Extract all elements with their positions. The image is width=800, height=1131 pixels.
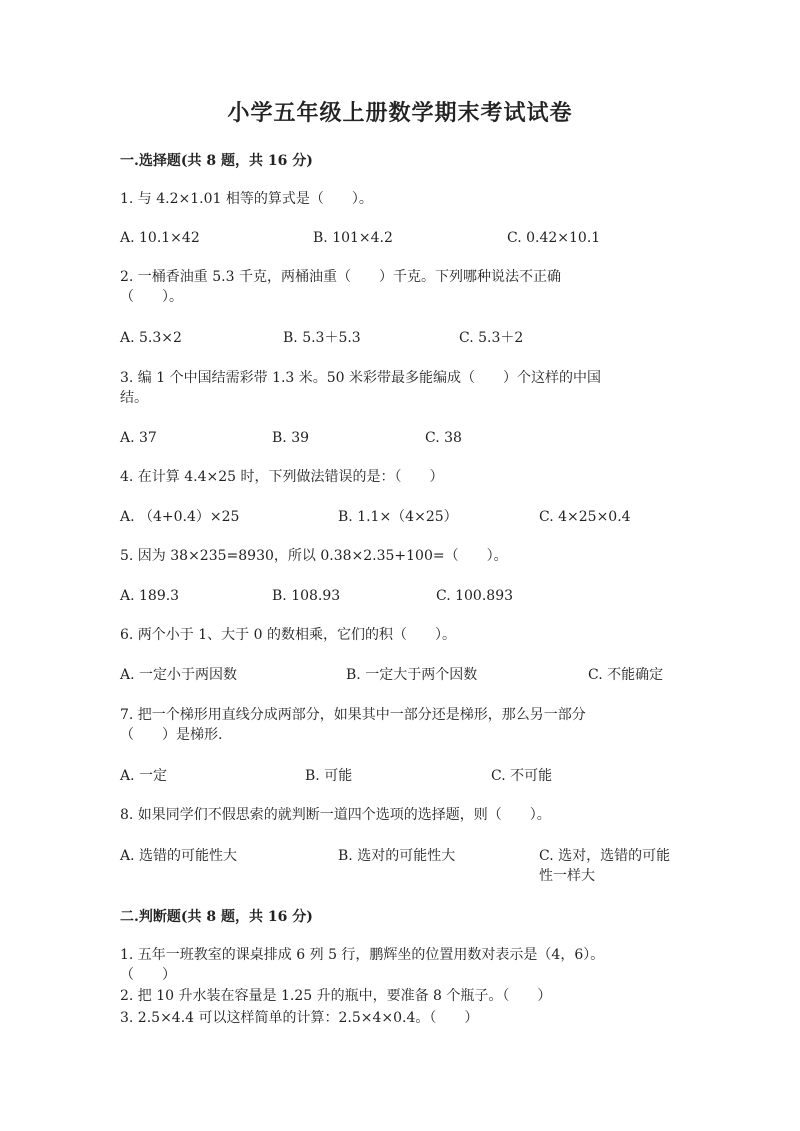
question-3-option-c[interactable]: C. 38 <box>425 430 462 446</box>
question-1-option-c[interactable]: C. 0.42×10.1 <box>507 230 601 246</box>
question-1-option-b[interactable]: B. 101×4.2 <box>313 230 393 246</box>
section-heading-judgment: 二.判断题(共 8 题，共 16 分) <box>120 909 313 925</box>
question-1-option-a[interactable]: A. 10.1×42 <box>120 230 200 246</box>
judgment-3: 3. 2.5×4.4 可以这样简单的计算：2.5×4×0.4。（ ） <box>120 1010 479 1026</box>
question-8-option-b[interactable]: B. 选对的可能性大 <box>338 848 456 864</box>
question-3-option-a[interactable]: A. 37 <box>120 430 157 446</box>
question-7-option-b[interactable]: B. 可能 <box>305 768 353 784</box>
question-4-option-b[interactable]: B. 1.1×（4×25） <box>338 509 458 525</box>
question-2-stem-line2: （ ）。 <box>120 289 183 305</box>
question-7-option-a[interactable]: A. 一定 <box>120 768 168 784</box>
exam-title: 小学五年级上册数学期末考试试卷 <box>227 100 573 126</box>
question-8-option-c[interactable]: C. 选对，选错的可能性一样大 <box>539 848 671 884</box>
question-6-option-a[interactable]: A. 一定小于两因数 <box>120 667 238 683</box>
question-7-option-c[interactable]: C. 不可能 <box>491 768 553 784</box>
question-8-option-a[interactable]: A. 选错的可能性大 <box>120 848 238 864</box>
question-2-option-b[interactable]: B. 5.3＋5.3 <box>283 330 361 346</box>
question-5-stem: 5. 因为 38×235=8930，所以 0.38×2.35+100=（ ）。 <box>120 548 508 564</box>
question-3-stem-line2: 结。 <box>120 390 148 406</box>
question-3-option-b[interactable]: B. 39 <box>272 430 310 446</box>
question-6-option-b[interactable]: B. 一定大于两个因数 <box>346 667 478 683</box>
question-2-option-a[interactable]: A. 5.3×2 <box>120 330 182 346</box>
question-5-option-b[interactable]: B. 108.93 <box>272 588 341 604</box>
judgment-1-line1: 1. 五年一班教室的课桌排成 6 列 5 行，鹏辉坐的位置用数对表示是（4，6）。 <box>120 947 605 963</box>
judgment-1-line2: （ ） <box>120 967 176 983</box>
question-1-stem: 1. 与 4.2×1.01 相等的算式是（ ）。 <box>120 191 373 207</box>
question-2-stem-line1: 2. 一桶香油重 5.3 千克，两桶油重（ ）千克。下列哪种说法不正确 <box>120 269 561 285</box>
question-4-option-a[interactable]: A. （4+0.4）×25 <box>120 509 240 525</box>
question-8-stem: 8. 如果同学们不假思索的就判断一道四个选项的选择题，则（ ）。 <box>120 807 551 823</box>
judgment-2: 2. 把 10 升水装在容量是 1.25 升的瓶中，要准备 8 个瓶子。（ ） <box>120 988 552 1004</box>
question-5-option-c[interactable]: C. 100.893 <box>436 588 514 604</box>
question-3-stem-line1: 3. 编 1 个中国结需彩带 1.3 米。50 米彩带最多能编成（ ）个这样的中国 <box>120 370 602 386</box>
question-4-stem: 4. 在计算 4.4×25 时，下列做法错误的是：（ ） <box>120 469 444 485</box>
question-2-option-c[interactable]: C. 5.3＋2 <box>459 330 524 346</box>
question-7-stem-line2: （ ）是梯形. <box>120 727 223 743</box>
question-5-option-a[interactable]: A. 189.3 <box>120 588 180 604</box>
question-7-stem-line1: 7. 把一个梯形用直线分成两部分，如果其中一部分还是梯形，那么另一部分 <box>120 707 586 723</box>
section-heading-choice: 一.选择题(共 8 题，共 16 分) <box>120 153 313 169</box>
question-6-stem: 6. 两个小于 1、大于 0 的数相乘，它们的积（ ）。 <box>120 627 456 643</box>
question-6-option-c[interactable]: C. 不能确定 <box>588 667 664 683</box>
question-4-option-c[interactable]: C. 4×25×0.4 <box>539 509 631 525</box>
